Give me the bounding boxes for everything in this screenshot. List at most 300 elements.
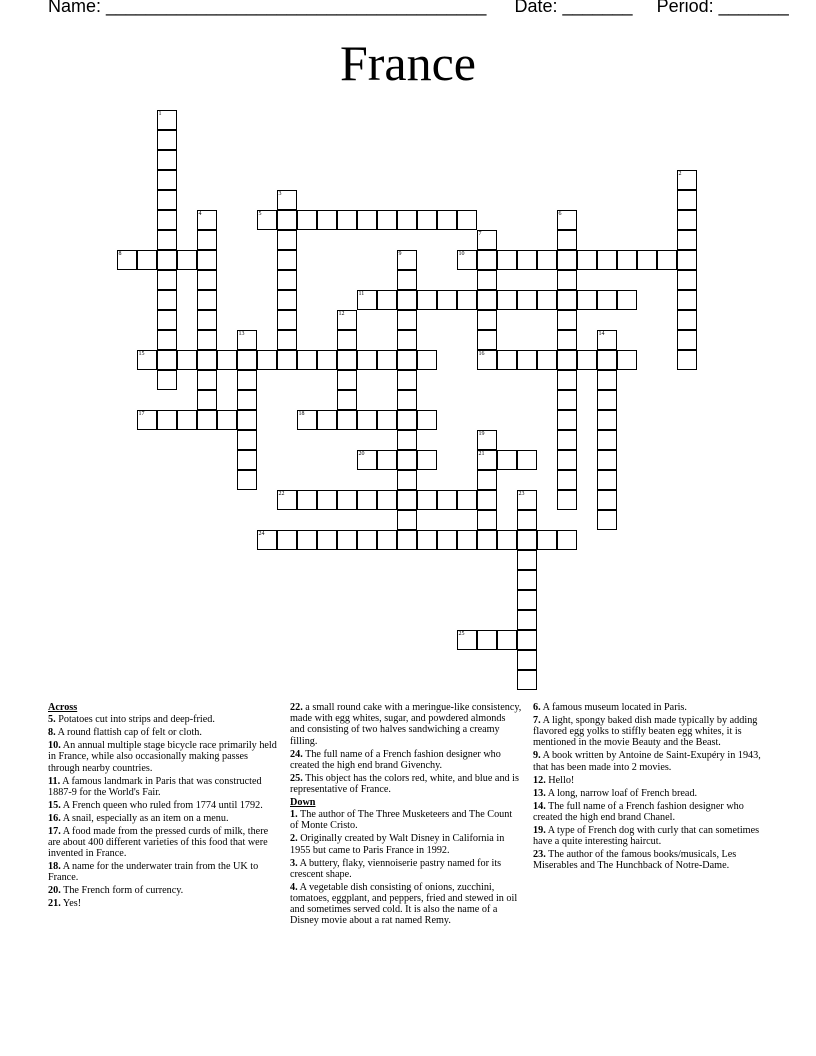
grid-cell[interactable] — [337, 330, 357, 350]
grid-cell[interactable] — [517, 630, 537, 650]
clue-item — [533, 825, 765, 847]
grid-cell[interactable] — [637, 250, 657, 270]
grid-cell[interactable] — [577, 250, 597, 270]
clue-item — [48, 813, 280, 824]
period-field[interactable]: Period: _______ — [656, 0, 789, 16]
grid-cell[interactable] — [337, 210, 357, 230]
grid-cell[interactable] — [397, 450, 417, 470]
grid-cell[interactable] — [397, 250, 417, 270]
grid-cell[interactable] — [557, 310, 577, 330]
clue-number: 12 — [338, 310, 345, 317]
grid-cell[interactable] — [377, 350, 397, 370]
grid-cell[interactable] — [517, 490, 537, 510]
clue-text: The French form of currency. — [60, 885, 184, 897]
grid-cell[interactable] — [557, 350, 577, 370]
clue-number: 4. — [290, 881, 298, 893]
grid-cell[interactable] — [557, 410, 577, 430]
grid-cell[interactable] — [217, 410, 237, 430]
grid-cell[interactable] — [397, 270, 417, 290]
grid-cell[interactable] — [197, 210, 217, 230]
clue-text: Originally created by Walt Disney in California in 1955 but came to Paris France in 1992. — [290, 833, 505, 856]
clue-text: A light, spongy baked dish made typically by adding flavored egg yolks to stiffly beaten egg whites, it is mentioned in the movie Beauty and the Beast. — [533, 715, 758, 749]
clue-number: 4 — [198, 210, 202, 217]
grid-cell[interactable] — [597, 390, 617, 410]
clue-item — [533, 715, 765, 749]
grid-cell[interactable] — [257, 530, 277, 550]
grid-cell[interactable] — [297, 530, 317, 550]
grid-cell[interactable] — [557, 290, 577, 310]
grid-cell[interactable] — [377, 410, 397, 430]
clue-number: 23 — [518, 490, 525, 497]
grid-cell[interactable] — [437, 490, 457, 510]
clue-number: 22. — [290, 702, 303, 713]
across-clue-list-continued — [290, 702, 522, 795]
grid-cell[interactable] — [517, 670, 537, 690]
grid-cell[interactable] — [557, 230, 577, 250]
clue-text: A vegetable dish consisting of onions, zucchini, tomatoes, eggplant, and peppers, fried and stewed in oil and sometimes served cold. It is also the name of a Disney movie about a rat named Remy. — [290, 881, 518, 927]
grid-cell[interactable] — [197, 290, 217, 310]
clue-text: A name for the underwater train from the UK to France. — [48, 861, 259, 884]
grid-cell[interactable] — [277, 290, 297, 310]
clue-number: 9 — [398, 250, 402, 257]
clue-text: A book written by Antoine de Saint-Exupéry in 1943, that has been made into 2 movies. — [533, 750, 761, 773]
clue-number: 19. — [533, 824, 546, 836]
clue-item — [290, 833, 522, 855]
clue-item — [533, 750, 765, 772]
grid-cell[interactable] — [117, 250, 137, 270]
grid-cell[interactable] — [277, 310, 297, 330]
grid-cell[interactable] — [497, 290, 517, 310]
grid-cell[interactable] — [597, 490, 617, 510]
grid-cell[interactable] — [497, 450, 517, 470]
grid-cell[interactable] — [137, 250, 157, 270]
clue-number: 17. — [48, 825, 61, 837]
clue-text: An annual multiple stage bicycle race primarily held in France, while also occasionally making passes through nearby countries. — [48, 740, 277, 774]
grid-cell[interactable] — [417, 410, 437, 430]
clue-number: 6 — [558, 210, 562, 217]
grid-cell[interactable] — [597, 510, 617, 530]
clue-item — [533, 788, 765, 799]
grid-cell[interactable] — [277, 210, 297, 230]
clue-text: A type of French dog with curly that can sometimes have a quite interesting haircut. — [533, 824, 760, 848]
grid-cell[interactable] — [677, 350, 697, 370]
grid-cell[interactable] — [477, 310, 497, 330]
clue-item — [290, 858, 522, 880]
clue-item — [48, 885, 280, 896]
grid-cell[interactable] — [557, 390, 577, 410]
clue-number: 10 — [458, 250, 465, 257]
grid-cell[interactable] — [397, 290, 417, 310]
grid-cell[interactable] — [557, 490, 577, 510]
grid-cell[interactable] — [517, 250, 537, 270]
grid-cell[interactable] — [157, 310, 177, 330]
grid-cell[interactable] — [357, 290, 377, 310]
clue-item — [48, 740, 280, 774]
grid-cell[interactable] — [157, 110, 177, 130]
clue-number: 22 — [278, 490, 285, 497]
grid-cell[interactable] — [677, 290, 697, 310]
grid-cell[interactable] — [517, 550, 537, 570]
grid-cell[interactable] — [397, 470, 417, 490]
grid-cell[interactable] — [457, 530, 477, 550]
grid-cell[interactable] — [257, 210, 277, 230]
grid-cell[interactable] — [537, 530, 557, 550]
grid-cell[interactable] — [317, 530, 337, 550]
grid-cell[interactable] — [277, 530, 297, 550]
grid-cell[interactable] — [237, 370, 257, 390]
grid-cell[interactable] — [277, 330, 297, 350]
clue-number: 3 — [278, 190, 282, 197]
grid-cell[interactable] — [597, 450, 617, 470]
grid-cell[interactable] — [157, 210, 177, 230]
grid-cell[interactable] — [457, 490, 477, 510]
grid-cell[interactable] — [617, 350, 637, 370]
grid-cell[interactable] — [437, 290, 457, 310]
grid-cell[interactable] — [517, 650, 537, 670]
clue-number: 16. — [48, 812, 61, 824]
grid-cell[interactable] — [477, 430, 497, 450]
clue-number: 14. — [533, 800, 546, 812]
grid-cell[interactable] — [417, 210, 437, 230]
grid-cell[interactable] — [197, 230, 217, 250]
grid-cell[interactable] — [497, 250, 517, 270]
grid-cell[interactable] — [597, 410, 617, 430]
grid-cell[interactable] — [457, 630, 477, 650]
grid-cell[interactable] — [397, 430, 417, 450]
clue-item — [533, 775, 765, 786]
grid-cell[interactable] — [197, 270, 217, 290]
grid-cell[interactable] — [277, 490, 297, 510]
grid-cell[interactable] — [237, 390, 257, 410]
grid-cell[interactable] — [237, 330, 257, 350]
grid-cell[interactable] — [477, 350, 497, 370]
grid-cell[interactable] — [617, 290, 637, 310]
grid-cell[interactable] — [477, 330, 497, 350]
grid-cell[interactable] — [517, 530, 537, 550]
grid-cell[interactable] — [477, 470, 497, 490]
grid-cell[interactable] — [177, 410, 197, 430]
grid-cell[interactable] — [157, 270, 177, 290]
clue-number: 17 — [138, 410, 145, 417]
clue-number: 23. — [533, 849, 546, 861]
grid-cell[interactable] — [157, 330, 177, 350]
clue-number: 24 — [258, 530, 265, 537]
grid-cell[interactable] — [457, 250, 477, 270]
grid-cell[interactable] — [197, 410, 217, 430]
clue-text: The full name of a French fashion designer who created the high end brand Chanel. — [533, 800, 744, 823]
grid-cell[interactable] — [357, 490, 377, 510]
grid-cell[interactable] — [677, 310, 697, 330]
grid-cell[interactable] — [297, 210, 317, 230]
grid-cell[interactable] — [177, 350, 197, 370]
grid-cell[interactable] — [517, 350, 537, 370]
grid-cell[interactable] — [597, 330, 617, 350]
clue-item — [290, 749, 522, 771]
clue-number: 7 — [478, 230, 482, 237]
clues-column-3 — [533, 702, 765, 873]
grid-cell[interactable] — [457, 290, 477, 310]
grid-cell[interactable] — [417, 490, 437, 510]
clue-text: A famous landmark in Paris that was constructed 1887-9 for the World's Fair. — [48, 775, 262, 798]
grid-cell[interactable] — [297, 410, 317, 430]
clue-number: 18. — [48, 861, 61, 873]
grid-cell[interactable] — [157, 190, 177, 210]
grid-cell[interactable] — [417, 290, 437, 310]
grid-cell[interactable] — [477, 250, 497, 270]
grid-cell[interactable] — [397, 210, 417, 230]
grid-cell[interactable] — [337, 390, 357, 410]
grid-cell[interactable] — [157, 170, 177, 190]
grid-cell[interactable] — [377, 210, 397, 230]
grid-cell[interactable] — [277, 250, 297, 270]
grid-cell[interactable] — [197, 310, 217, 330]
down-heading: Down — [290, 797, 316, 809]
grid-cell[interactable] — [357, 210, 377, 230]
clue-item — [290, 702, 522, 747]
grid-cell[interactable] — [517, 450, 537, 470]
grid-cell[interactable] — [237, 470, 257, 490]
clues-column-2 — [290, 702, 522, 928]
grid-cell[interactable] — [137, 410, 157, 430]
grid-cell[interactable] — [157, 250, 177, 270]
grid-cell[interactable] — [157, 290, 177, 310]
grid-cell[interactable] — [517, 590, 537, 610]
grid-cell[interactable] — [397, 310, 417, 330]
grid-cell[interactable] — [197, 330, 217, 350]
grid-cell[interactable] — [677, 230, 697, 250]
grid-cell[interactable] — [397, 390, 417, 410]
clue-number: 21 — [478, 450, 485, 457]
grid-cell[interactable] — [337, 410, 357, 430]
down-clue-list-continued — [533, 702, 765, 871]
clue-text: A famous museum located in Paris. — [540, 702, 687, 713]
clue-text: The full name of a French fashion designer who created the high end brand Givenchy. — [290, 748, 501, 771]
grid-cell[interactable] — [357, 410, 377, 430]
grid-cell[interactable] — [357, 350, 377, 370]
grid-cell[interactable] — [357, 450, 377, 470]
clue-item — [48, 861, 280, 883]
grid-cell[interactable] — [437, 530, 457, 550]
grid-cell[interactable] — [677, 250, 697, 270]
grid-cell[interactable] — [597, 290, 617, 310]
grid-cell[interactable] — [477, 530, 497, 550]
grid-cell[interactable] — [337, 350, 357, 370]
grid-cell[interactable] — [137, 350, 157, 370]
grid-cell[interactable] — [337, 310, 357, 330]
grid-cell[interactable] — [477, 490, 497, 510]
clue-number: 1 — [158, 110, 162, 117]
grid-cell[interactable] — [677, 190, 697, 210]
grid-cell[interactable] — [197, 370, 217, 390]
grid-cell[interactable] — [677, 270, 697, 290]
clue-number: 10. — [48, 740, 61, 752]
grid-cell[interactable] — [157, 150, 177, 170]
name-field[interactable]: Name: ______________________________________ — [48, 0, 487, 16]
clue-number: 13. — [533, 787, 546, 799]
clue-item — [290, 773, 522, 795]
clue-number: 18 — [298, 410, 305, 417]
clue-number: 9. — [533, 750, 541, 762]
clue-text: Hello! — [545, 774, 575, 786]
grid-cell[interactable] — [277, 230, 297, 250]
grid-cell[interactable] — [197, 390, 217, 410]
grid-cell[interactable] — [397, 410, 417, 430]
clue-number: 7. — [533, 715, 541, 726]
grid-cell[interactable] — [157, 410, 177, 430]
clue-number: 24. — [290, 748, 303, 760]
grid-cell[interactable] — [597, 430, 617, 450]
grid-cell[interactable] — [557, 270, 577, 290]
grid-cell[interactable] — [277, 270, 297, 290]
grid-cell[interactable] — [557, 370, 577, 390]
grid-cell[interactable] — [317, 490, 337, 510]
grid-cell[interactable] — [397, 330, 417, 350]
grid-cell[interactable] — [237, 450, 257, 470]
grid-cell[interactable] — [557, 430, 577, 450]
grid-cell[interactable] — [477, 450, 497, 470]
grid-cell[interactable] — [437, 210, 457, 230]
grid-cell[interactable] — [557, 210, 577, 230]
grid-cell[interactable] — [237, 410, 257, 430]
grid-cell[interactable] — [317, 410, 337, 430]
clue-number: 20 — [358, 450, 365, 457]
grid-cell[interactable] — [277, 350, 297, 370]
grid-cell[interactable] — [177, 250, 197, 270]
grid-cell[interactable] — [217, 350, 237, 370]
clue-number: 20. — [48, 885, 61, 897]
grid-cell[interactable] — [397, 510, 417, 530]
clue-number: 15 — [138, 350, 145, 357]
grid-cell[interactable] — [417, 530, 437, 550]
clue-text: This object has the colors red, white, and blue and is representative of France. — [290, 772, 519, 796]
grid-cell[interactable] — [497, 350, 517, 370]
grid-cell[interactable] — [577, 350, 597, 370]
grid-cell[interactable] — [397, 490, 417, 510]
grid-cell[interactable] — [477, 270, 497, 290]
grid-cell[interactable] — [537, 290, 557, 310]
clue-number: 14 — [598, 330, 605, 337]
clue-number: 5 — [258, 210, 262, 217]
grid-cell[interactable] — [157, 130, 177, 150]
clue-item — [48, 800, 280, 811]
grid-cell[interactable] — [377, 530, 397, 550]
grid-cell[interactable] — [397, 530, 417, 550]
clue-text: The author of The Three Musketeers and The Count of Monte Cristo. — [290, 809, 513, 832]
clue-number: 16 — [478, 350, 485, 357]
grid-cell[interactable] — [557, 250, 577, 270]
grid-cell[interactable] — [397, 370, 417, 390]
clue-number: 11 — [358, 290, 365, 297]
grid-cell[interactable] — [377, 490, 397, 510]
grid-cell[interactable] — [297, 490, 317, 510]
clue-item — [290, 882, 522, 927]
clue-number: 8 — [118, 250, 122, 257]
grid-cell[interactable] — [337, 490, 357, 510]
grid-cell[interactable] — [657, 250, 677, 270]
grid-cell[interactable] — [157, 370, 177, 390]
grid-cell[interactable] — [477, 630, 497, 650]
clue-text: The author of the famous books/musicals, Les Miserables and The Hunchback of Notre-Dame. — [533, 849, 737, 872]
grid-cell[interactable] — [577, 290, 597, 310]
grid-cell[interactable] — [477, 510, 497, 530]
grid-cell[interactable] — [197, 350, 217, 370]
grid-cell[interactable] — [497, 630, 517, 650]
grid-cell[interactable] — [397, 350, 417, 370]
clue-text: A French queen who ruled from 1774 until 1792. — [60, 799, 263, 811]
grid-cell[interactable] — [597, 350, 617, 370]
clue-number: 21. — [48, 898, 61, 910]
grid-cell[interactable] — [517, 510, 537, 530]
grid-cell[interactable] — [557, 470, 577, 490]
grid-cell[interactable] — [197, 250, 217, 270]
grid-cell[interactable] — [417, 350, 437, 370]
grid-cell[interactable] — [617, 250, 637, 270]
grid-cell[interactable] — [597, 370, 617, 390]
clue-text: A snail, especially as an item on a menu. — [60, 812, 229, 824]
grid-cell[interactable] — [477, 230, 497, 250]
grid-cell[interactable] — [257, 350, 277, 370]
clue-number: 13 — [238, 330, 245, 337]
grid-cell[interactable] — [357, 530, 377, 550]
grid-cell[interactable] — [477, 290, 497, 310]
grid-cell[interactable] — [157, 350, 177, 370]
grid-cell[interactable] — [557, 330, 577, 350]
grid-cell[interactable] — [377, 450, 397, 470]
clue-number: 6. — [533, 702, 541, 713]
grid-cell[interactable] — [537, 250, 557, 270]
clue-text: a small round cake with a meringue-like consistency, made with egg whites, sugar, and powdered almonds and consisting of two halves sandwiching a creamy filling. — [290, 702, 522, 747]
clue-item — [48, 714, 280, 725]
across-clue-list — [48, 714, 280, 909]
grid-cell[interactable] — [317, 210, 337, 230]
grid-cell[interactable] — [677, 330, 697, 350]
grid-cell[interactable] — [557, 530, 577, 550]
grid-cell[interactable] — [337, 370, 357, 390]
grid-cell[interactable] — [517, 570, 537, 590]
grid-cell[interactable] — [677, 170, 697, 190]
clue-item — [533, 849, 765, 871]
grid-cell[interactable] — [597, 470, 617, 490]
grid-cell[interactable] — [557, 450, 577, 470]
grid-cell[interactable] — [597, 250, 617, 270]
clue-number: 11. — [48, 775, 61, 787]
clue-item — [48, 776, 280, 798]
grid-cell[interactable] — [237, 430, 257, 450]
grid-cell[interactable] — [537, 350, 557, 370]
clue-text: A buttery, flaky, viennoiserie pastry named for its crescent shape. — [290, 857, 502, 880]
date-field[interactable]: Date: _______ — [514, 0, 633, 16]
grid-cell[interactable] — [317, 350, 337, 370]
grid-cell[interactable] — [277, 190, 297, 210]
grid-cell[interactable] — [237, 350, 257, 370]
grid-cell[interactable] — [377, 290, 397, 310]
grid-cell[interactable] — [157, 230, 177, 250]
grid-cell[interactable] — [297, 350, 317, 370]
grid-cell[interactable] — [337, 530, 357, 550]
clue-number: 25. — [290, 772, 303, 784]
grid-cell[interactable] — [677, 210, 697, 230]
clue-item — [533, 801, 765, 823]
grid-cell[interactable] — [497, 530, 517, 550]
grid-cell[interactable] — [457, 210, 477, 230]
clue-number: 3. — [290, 857, 298, 869]
clue-item — [290, 809, 522, 831]
grid-cell[interactable] — [417, 450, 437, 470]
grid-cell[interactable] — [517, 610, 537, 630]
clue-text: A food made from the pressed curds of milk, there are about 400 different varieties of this food that were invented in France. — [48, 825, 269, 860]
grid-cell[interactable] — [517, 290, 537, 310]
clue-text: A long, narrow loaf of French bread. — [545, 787, 698, 799]
